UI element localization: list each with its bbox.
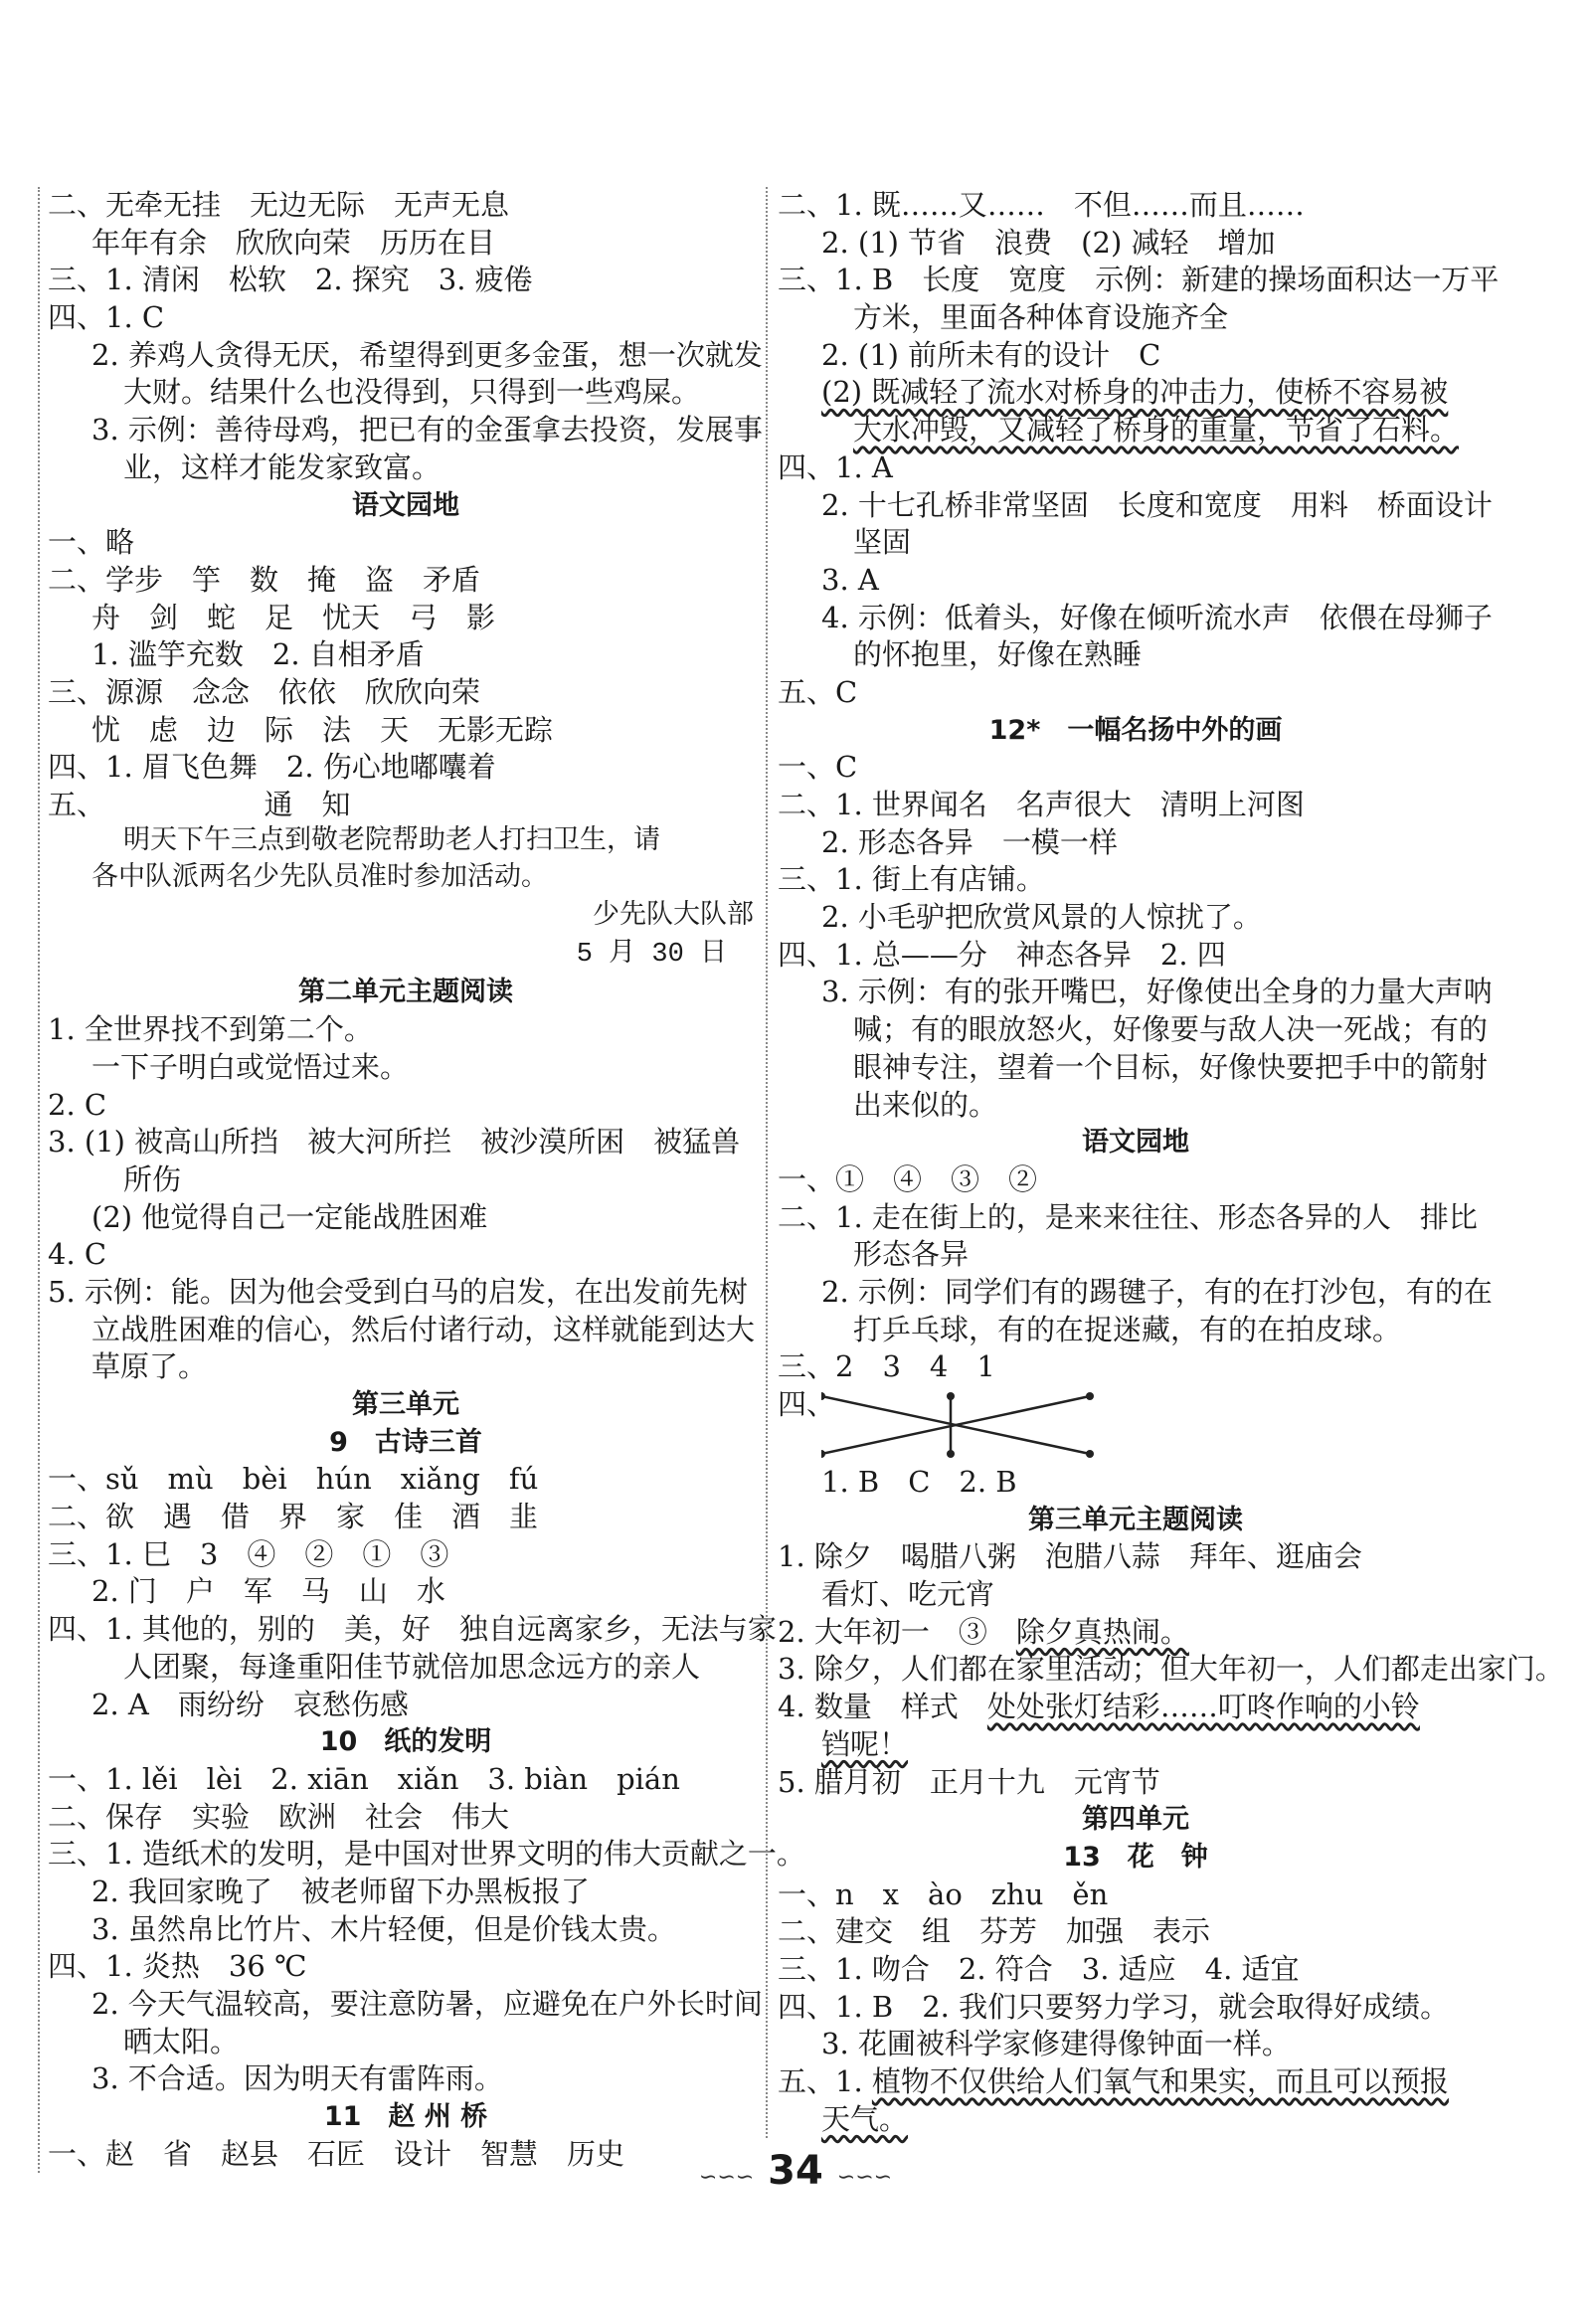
answer-line: [778, 1538, 1494, 1576]
answer-line: [48, 299, 764, 337]
answer-line: [778, 636, 1494, 674]
answer-line: [778, 1651, 1564, 1689]
answer-line: [778, 2026, 1494, 2063]
answer-line: [778, 1011, 1494, 1049]
answer-text: 第三单元: [352, 1389, 459, 1420]
section-heading: [48, 1424, 764, 1462]
answer-text: 3. (1) 被高山所挡 被大河所拦 被沙漠所困 被猛兽: [48, 1125, 741, 1160]
answer-line: [778, 187, 1494, 225]
answer-line: [778, 787, 1494, 824]
answer-text: 1. B C 2. B: [821, 1465, 1017, 1499]
answer-text: 坚固: [853, 525, 912, 560]
answer-text: 二、1. 世界闻名 名声很大 清明上河图: [778, 788, 1305, 821]
answer-text: 2. (1) 节省 浪费 (2) 减轻 增加: [821, 225, 1276, 260]
answer-text: 2. 形态各异 一模一样: [821, 824, 1118, 859]
answer-line: [778, 562, 1494, 600]
answer-text: 四、1. A: [778, 449, 893, 484]
left-column: [38, 187, 805, 2173]
section-heading: [48, 1723, 764, 1761]
answer-line: [48, 1087, 764, 1125]
answer-line: [48, 1911, 764, 1949]
answer-text: (2) 他觉得自己一定能战胜困难: [91, 1199, 488, 1234]
answer-line: [48, 1761, 764, 1799]
answer-line: [48, 787, 764, 824]
answer-line: [48, 1236, 764, 1274]
answer-line: [778, 412, 1494, 449]
answer-line: [778, 1386, 1494, 1464]
answer-text: 喊；有的眼放怒火，好像要与敌人决一死战；有的: [853, 1012, 1489, 1047]
answer-text: 11 赵 州 桥: [323, 2101, 488, 2133]
answer-line: 五、1. 植物不仅供给人们氧气和果实，而且可以预报: [778, 2064, 1449, 2098]
answer-text: 语文园地: [1082, 1127, 1189, 1159]
answer-text: 三、1. B 长度 宽度 示例：新建的操场面积达一万平: [778, 263, 1500, 297]
answer-text: 大财。结果什么也没得到，只得到一些鸡屎。: [123, 375, 701, 410]
section-heading: [48, 487, 764, 525]
answer-text: 一下子明白或觉悟过来。: [91, 1049, 410, 1084]
answer-text: 三、2 3 4 1: [778, 1349, 995, 1384]
answer-line: [778, 1726, 1494, 1764]
answer-line: [778, 1989, 1494, 2027]
answer-text: 出来似的。: [853, 1087, 998, 1122]
section-heading: [48, 1386, 764, 1424]
answer-text: 草原了。: [91, 1349, 208, 1384]
answer-line: [48, 861, 764, 899]
answer-text: 二、学步 竽 数 掩 盗 矛盾: [48, 562, 481, 597]
answer-text: 第四单元: [1082, 1804, 1189, 1836]
answer-text: 五、C: [778, 674, 858, 709]
answer-line: [48, 937, 764, 975]
answer-line: [778, 1348, 1494, 1386]
answer-text: 四、1. 总——分 神态各异 2. 四: [778, 937, 1226, 972]
answer-line: [48, 1348, 764, 1386]
matching-dot: [821, 1450, 825, 1458]
answer-text: 各中队派两名少先队员准时参加活动。: [91, 864, 548, 895]
answer-text: 一、n x ào zhu ěn: [778, 1877, 1109, 1911]
answer-line: [48, 1162, 764, 1199]
matching-lines-diagram: [821, 1386, 1120, 1464]
answer-line: [778, 824, 1494, 862]
answer-text: 一、略: [48, 525, 135, 560]
answer-line: [48, 1649, 764, 1687]
answer-text: 4. C: [48, 1237, 107, 1272]
answer-text: 二、建交 组 芬芳 加强 表示: [778, 1914, 1211, 1949]
answer-text: 2. 示例：同学们有的踢毽子，有的在打沙包，有的在: [821, 1274, 1493, 1309]
answer-text: 业，这样才能发家致富。: [123, 449, 442, 484]
answer-line: [48, 1011, 764, 1049]
answer-line: [778, 749, 1494, 787]
answer-text: 所伤: [123, 1162, 182, 1196]
page-number-text: 34: [768, 2148, 823, 2194]
answer-line: [48, 1461, 764, 1499]
answer-line: [48, 412, 764, 449]
answer-line: [48, 374, 764, 412]
answer-text: 2. 我回家晚了 被老师留下办黑板报了: [91, 1874, 590, 1908]
answer-line: [778, 2101, 1494, 2139]
answer-text: 忧 虑 边 际 法 天 无影无踪: [91, 712, 554, 747]
answer-line: [48, 1499, 764, 1536]
answer-text: 天气。: [821, 2101, 909, 2136]
answer-text: 五、 通 知: [48, 788, 351, 821]
answer-line: [778, 1236, 1494, 1274]
answer-line: [778, 299, 1494, 337]
answer-line: [778, 1764, 1494, 1802]
ornament-left: ∽∽∽: [698, 2165, 755, 2190]
answer-text: 三、源源 念念 依依 欣欣向荣: [48, 674, 481, 709]
answer-line: [48, 1049, 764, 1087]
answer-text: 二、保存 实验 欧洲 社会 伟大: [48, 1799, 510, 1834]
answer-line: [48, 337, 764, 375]
answer-line: [778, 899, 1494, 937]
answer-text: 四、1. 眉飞色舞 2. 伤心地嘟囔着: [48, 750, 496, 785]
answer-line: [48, 1687, 764, 1724]
answer-line: [48, 187, 764, 225]
answer-text: 三、1. 造纸术的发明，是中国对世界文明的伟大贡献之一。: [48, 1837, 805, 1872]
answer-line: [778, 262, 1500, 299]
page-number: [0, 2148, 1591, 2194]
answer-text: 三、1. 街上有店铺。: [778, 862, 1045, 897]
answer-line: [48, 1611, 777, 1649]
section-heading: [48, 2098, 764, 2136]
answer-text: 少先队大队部: [593, 902, 754, 933]
answer-text: 10 纸的发明: [319, 1726, 492, 1758]
answer-line: [778, 449, 1494, 487]
answer-line: [48, 1536, 764, 1574]
answer-line: [48, 600, 764, 637]
answer-text: 人团聚，每逢重阳佳节就倍加思念远方的亲人: [123, 1649, 701, 1684]
answer-text: 的怀抱里，好像在熟睡: [853, 637, 1143, 672]
answer-text: 三、1. 吻合 2. 符合 3. 适应 4. 适宜: [778, 1951, 1300, 1986]
answer-text: (2) 既减轻了流水对桥身的冲击力，使桥不容易被: [821, 375, 1449, 410]
section-heading: [778, 1839, 1494, 1877]
answer-text: 2. C: [48, 1087, 107, 1122]
answer-text: 第二单元主题阅读: [298, 977, 513, 1008]
section-heading: [778, 1124, 1494, 1162]
answer-text: 2. 十七孔桥非常坚固 长度和宽度 用料 桥面设计: [821, 487, 1493, 522]
answer-text: 二、无牵无挂 无边无际 无声无息: [48, 188, 510, 222]
answer-line: [48, 2024, 764, 2061]
answer-line: [778, 524, 1494, 562]
answer-text: 3. A: [821, 562, 879, 597]
answer-text: 13 花 钟: [1063, 1841, 1208, 1873]
answer-text: 语文园地: [352, 489, 459, 521]
answer-line: [48, 1124, 764, 1162]
answer-line: [778, 225, 1494, 263]
answer-line: [778, 674, 1494, 712]
section-heading: [48, 974, 764, 1011]
answer-line: [778, 1913, 1494, 1951]
answer-text: 5. 腊月初 正月十九 元宵节: [778, 1764, 1160, 1799]
answer-text: 三、1. 巳 3 ④ ② ① ③: [48, 1536, 449, 1571]
answer-text: 四、1. C: [48, 300, 165, 335]
answer-text: 12* 一幅名扬中外的画: [988, 714, 1283, 746]
answer-line: [48, 524, 764, 562]
answer-line: 2. 大年初一 ③ 除夕真热闹。: [778, 1614, 1189, 1649]
answer-line: [778, 974, 1494, 1011]
matching-dot: [947, 1392, 955, 1400]
answer-text: 1. 全世界找不到第二个。: [48, 1012, 373, 1047]
answer-text: 第三单元主题阅读: [1028, 1504, 1243, 1535]
answer-line: [48, 1199, 764, 1237]
answer-line: [48, 674, 764, 712]
answer-text: 5 月 30 日: [576, 939, 754, 970]
answer-text: 年年有余 欣欣向荣 历历在目: [91, 225, 496, 260]
answer-line: [48, 1573, 764, 1611]
matching-dot: [1086, 1392, 1094, 1400]
answer-text: 3. 花圃被科学家修建得像钟面一样。: [821, 2027, 1291, 2061]
answer-line: [778, 1274, 1494, 1312]
answer-line: [48, 1948, 764, 1986]
answer-text: 铛呢！: [821, 1726, 909, 1761]
answer-text: 2. 养鸡人贪得无厌，希望得到更多金蛋，想一次就发: [91, 337, 763, 372]
answer-text: 明天下午三点到敬老院帮助老人打扫卫生，请: [123, 826, 660, 857]
answer-line: [48, 2060, 764, 2098]
answer-text: 3. 示例：有的张开嘴巴，好像使出全身的力量大声呐: [821, 975, 1493, 1009]
answer-text: 3. 除夕，人们都在家里活动；但大年初一，人们都走出家门。: [778, 1652, 1564, 1687]
answer-line: [48, 449, 764, 487]
answer-text: 四、1. B 2. 我们只要努力学习，就会取得好成绩。: [778, 1989, 1450, 2024]
answer-line: [48, 262, 764, 299]
answer-line: [778, 337, 1494, 375]
answer-text: 3. 虽然帛比竹片、木片轻便，但是价钱太贵。: [91, 1911, 676, 1946]
answer-text: 二、欲 遇 借 界 家 佳 酒 韭: [48, 1500, 539, 1534]
answer-line: [48, 1836, 805, 1874]
matching-dot: [1086, 1450, 1094, 1458]
answer-line: [48, 1274, 764, 1312]
answer-text: 立战胜困难的信心，然后付诸行动，这样就能到达大: [91, 1312, 756, 1346]
answer-text: 1. 滥竽充数 2. 自相矛盾: [91, 637, 425, 672]
answer-line: [778, 1087, 1494, 1125]
answer-text: 眼神专注，望着一个目标，好像快要把手中的箭射: [853, 1049, 1489, 1084]
answer-text: 看灯、吃元宵: [821, 1577, 995, 1612]
ornament-right: ∽∽∽: [836, 2165, 893, 2190]
answer-line: [778, 1951, 1494, 1989]
matching-dot: [947, 1450, 955, 1458]
answer-text: 形态各异: [853, 1237, 970, 1272]
answer-text: 方米，里面各种体育设施齐全: [853, 300, 1229, 335]
answer-line: [778, 1464, 1494, 1502]
answer-line: [48, 1312, 764, 1349]
section-heading: [778, 712, 1494, 750]
answer-line: [48, 1799, 764, 1837]
answer-text: 3. 示例：善待母鸡，把已有的金蛋拿去投资，发展事: [91, 413, 763, 447]
answer-line: [48, 1986, 764, 2024]
answer-line: [48, 636, 764, 674]
answer-text: 1. 除夕 喝腊八粥 泡腊八蒜 拜年、逛庙会: [778, 1539, 1362, 1574]
answer-line: [778, 861, 1494, 899]
answer-line: [48, 1874, 764, 1911]
answer-line: [778, 1162, 1494, 1199]
answer-text: 四、1. 炎热 36 ℃: [48, 1949, 307, 1984]
right-column: [766, 187, 1564, 2138]
answer-text: 2. 小毛驴把欣赏风景的人惊扰了。: [821, 900, 1262, 935]
answer-line: [778, 1877, 1494, 1914]
answer-text: 二、1. 既……又…… 不但……而且……: [778, 188, 1305, 222]
answer-text: 舟 剑 蛇 足 忧天 弓 影: [91, 600, 496, 634]
answer-line: [48, 899, 764, 937]
answer-text: 2. A 雨纷纷 哀愁伤感: [91, 1687, 409, 1721]
answer-line: [778, 937, 1494, 975]
answer-text: 5. 示例：能。因为他会受到白马的启发，在出发前先树: [48, 1274, 748, 1309]
answer-text: 9 古诗三首: [329, 1426, 482, 1458]
section-heading: [778, 1801, 1494, 1839]
answer-text: 一、C: [778, 750, 858, 785]
answer-line: [778, 1576, 1494, 1614]
answer-line: [48, 562, 764, 600]
answer-text: 三、1. 清闲 松软 2. 探究 3. 疲倦: [48, 263, 533, 297]
answer-line: [778, 1049, 1494, 1087]
answer-text: 一、sǔ mù bèi hún xiǎng fú: [48, 1462, 539, 1497]
section-heading: [778, 1502, 1494, 1539]
answer-text: 打乒乓球，有的在捉迷藏，有的在拍皮球。: [853, 1312, 1402, 1346]
answer-line: [48, 824, 764, 862]
answer-text: 2. 今天气温较高，要注意防暑，应避免在户外长时间: [91, 1987, 763, 2021]
answer-line: [48, 749, 764, 787]
answer-text: 4. 示例：低着头，好像在倾听流水声 依偎在母狮子: [821, 600, 1493, 634]
answer-text: 四、1. 其他的，别的 美，好 独自远离家乡，无法与家: [48, 1612, 777, 1647]
answer-text: 2. (1) 前所未有的设计 C: [821, 337, 1161, 372]
answer-line: [778, 374, 1494, 412]
answer-text: 一、1. lěi lèi 2. xiān xiǎn 3. biàn pián: [48, 1761, 680, 1796]
answer-line: [48, 712, 764, 750]
answer-line: [778, 600, 1494, 637]
answer-label: 四、: [778, 1387, 836, 1421]
answer-line: [778, 1199, 1494, 1237]
answer-text: 一、赵 省 赵县 石匠 设计 智慧 历史: [48, 2136, 625, 2171]
answer-line: [778, 1312, 1494, 1349]
answer-text: 晒太阳。: [123, 2024, 240, 2058]
answer-text: 3. 不合适。因为明天有雷阵雨。: [91, 2061, 503, 2096]
answer-text: 大水冲毁，又减轻了桥身的重量，节省了石料。: [853, 413, 1460, 447]
answer-text: 一、① ④ ③ ②: [778, 1162, 1038, 1196]
answer-line: [48, 225, 764, 263]
answer-line: [778, 487, 1494, 525]
answer-line: 4. 数量 样式 处处张灯结彩……叮咚作响的小铃: [778, 1690, 1420, 1724]
answer-text: 2. 门 户 军 马 山 水: [91, 1574, 445, 1609]
answer-text: 二、1. 走在街上的，是来来往往、形态各异的人 排比: [778, 1199, 1478, 1234]
